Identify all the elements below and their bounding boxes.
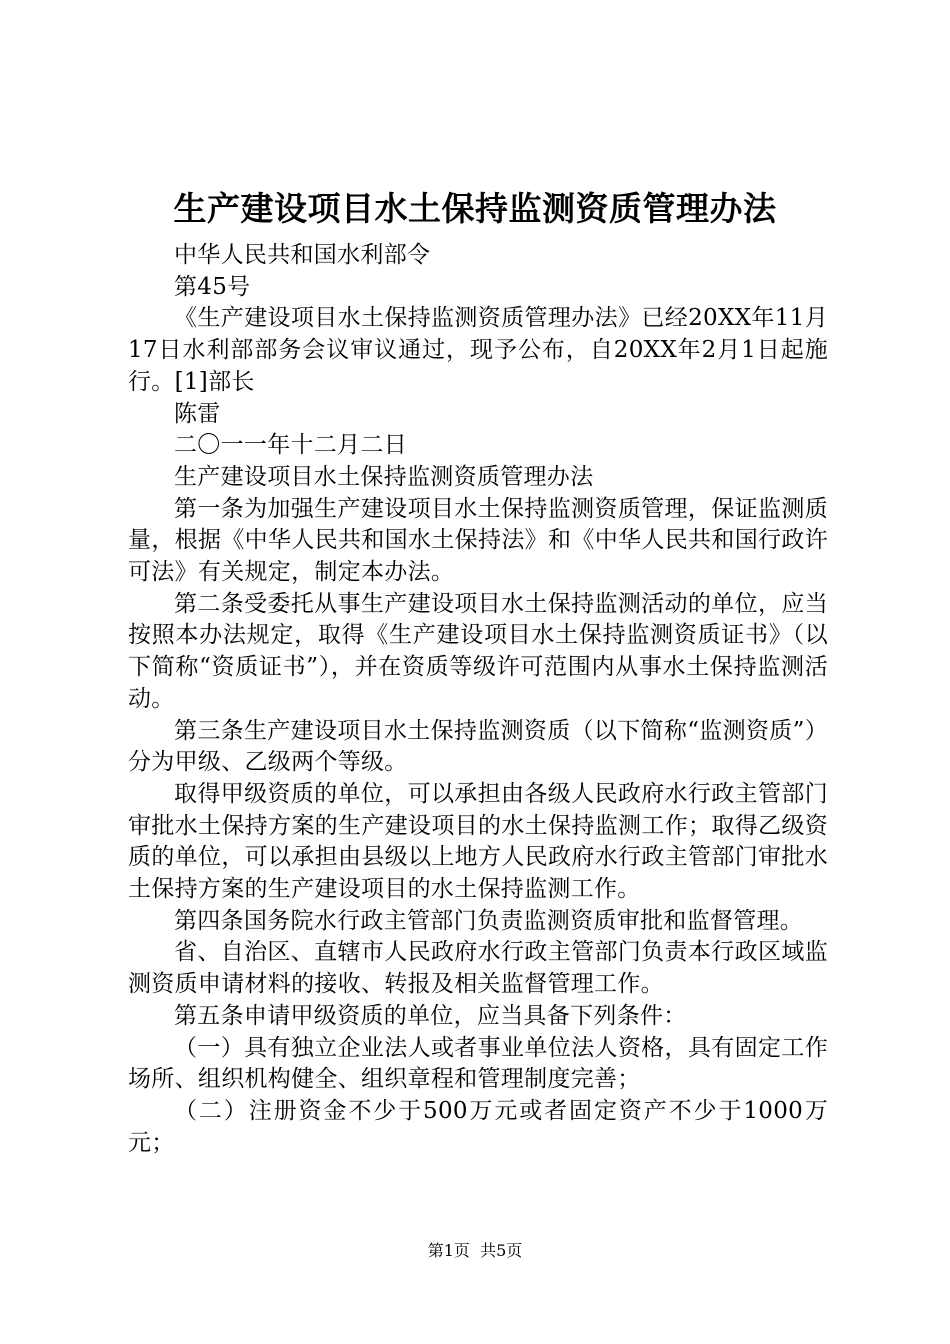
document-body — [128, 240, 828, 1159]
page-number: 第1页 — [427, 1241, 470, 1260]
article-4: 第四条国务院水行政主管部门负责监测资质审批和监督管理。 — [174, 907, 804, 934]
article-1: 第一条为加强生产建设项目水土保持监测资质管理，保证监测质量，根据《中华人民共和国水土保持法》和《中华人民共和国行政许可法》有关规定，制定本办法。 — [128, 495, 828, 586]
promulgation-paragraph: 《生产建设项目水土保持监测资质管理办法》已经20XX年11月17日水利部部务会议审议通过，现予公布，自20XX年2月1日起施行。[1]部长 — [128, 305, 828, 395]
document-title: 生产建设项目水土保持监测资质管理办法 — [173, 189, 777, 228]
decree-issuer: 中华人民共和国水利部令 — [174, 242, 431, 268]
decree-number: 第45号 — [174, 273, 251, 300]
total-pages: 共5页 — [480, 1241, 523, 1260]
article-3: 第三条生产建设项目水土保持监测资质（以下简称“监测资质”）分为甲级、乙级两个等级。 — [128, 717, 828, 776]
article-5-item-2: （二）注册资金不少于500万元或者固定资产不少于1000万元； — [128, 1097, 828, 1156]
footer-spacer — [470, 1241, 480, 1260]
regulation-title: 生产建设项目水土保持监测资质管理办法 — [174, 463, 594, 490]
article-5: 第五条申请甲级资质的单位，应当具备下列条件： — [174, 1002, 687, 1029]
article-5-item-1: （一）具有独立企业法人或者事业单位法人资格，具有固定工作场所、组织机构健全、组织章程和管理制度完善； — [128, 1034, 828, 1093]
page-footer — [0, 1239, 950, 1263]
article-4-provincial: 省、自治区、直辖市人民政府水行政主管部门负责本行政区域监测资质申请材料的接收、转报及相关监督管理工作。 — [128, 939, 828, 998]
article-3-scope: 取得甲级资质的单位，可以承担由各级人民政府水行政主管部门审批水土保持方案的生产建设项目的水土保持监测工作；取得乙级资质的单位，可以承担由县级以上地方人民政府水行政主管部门审批水土保持方案的生产建设项目的水土保持监测工作。 — [128, 780, 828, 903]
minister-name: 陈雷 — [174, 400, 221, 427]
decree-date: 二〇一一年十二月二日 — [174, 432, 407, 459]
article-2: 第二条受委托从事生产建设项目水土保持监测活动的单位，应当按照本办法规定，取得《生产建设项目水土保持监测资质证书》（以下简称“资质证书”），并在资质等级许可范围内从事水土保持监测活动。 — [128, 590, 828, 712]
